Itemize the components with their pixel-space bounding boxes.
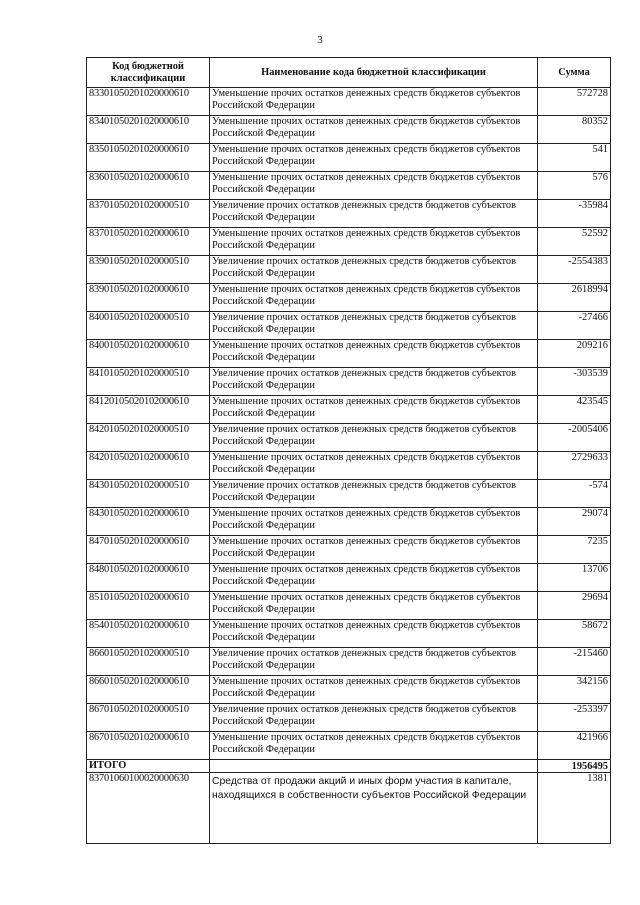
row-sum: -574 bbox=[538, 480, 611, 508]
row-name: Уменьшение прочих остатков денежных средств бюджетов субъектов Российской Федерации bbox=[210, 620, 538, 648]
row-name: Уменьшение прочих остатков денежных средств бюджетов субъектов Российской Федерации bbox=[210, 228, 538, 256]
row-sum: -253397 bbox=[538, 704, 611, 732]
table-row bbox=[87, 676, 611, 704]
row-code: 83701060100020000630 bbox=[87, 773, 210, 844]
row-code: 84101050201020000510 bbox=[87, 368, 210, 396]
table-row bbox=[87, 480, 611, 508]
table-row bbox=[87, 592, 611, 620]
row-code: 84201050201020000610 bbox=[87, 452, 210, 480]
row-sum: 29694 bbox=[538, 592, 611, 620]
row-name: Уменьшение прочих остатков денежных средств бюджетов субъектов Российской Федерации bbox=[210, 116, 538, 144]
row-name: Уменьшение прочих остатков денежных средств бюджетов субъектов Российской Федерации bbox=[210, 340, 538, 368]
row-sum: 2618994 bbox=[538, 284, 611, 312]
row-code: 83901050201020000610 bbox=[87, 284, 210, 312]
table-row bbox=[87, 452, 611, 480]
total-sum: 1956495 bbox=[538, 760, 611, 773]
header-code: Код бюджетной классификации bbox=[87, 58, 210, 88]
row-sum: 342156 bbox=[538, 676, 611, 704]
row-name: Уменьшение прочих остатков денежных средств бюджетов субъектов Российской Федерации bbox=[210, 564, 538, 592]
row-sum: -27466 bbox=[538, 312, 611, 340]
row-code: 83901050201020000510 bbox=[87, 256, 210, 284]
row-code: 86601050201020000610 bbox=[87, 676, 210, 704]
row-name: Уменьшение прочих остатков денежных средств бюджетов субъектов Российской Федерации bbox=[210, 536, 538, 564]
row-code: 84201050201020000510 bbox=[87, 424, 210, 452]
row-code: 84301050201020000510 bbox=[87, 480, 210, 508]
row-code: 83701050201020000510 bbox=[87, 200, 210, 228]
row-sum: 576 bbox=[538, 172, 611, 200]
row-code: 83601050201020000610 bbox=[87, 172, 210, 200]
row-name: Уменьшение прочих остатков денежных средств бюджетов субъектов Российской Федерации bbox=[210, 732, 538, 760]
row-code: 83301050201020000610 bbox=[87, 88, 210, 116]
row-sum: 1381 bbox=[538, 773, 611, 844]
row-sum: 52592 bbox=[538, 228, 611, 256]
table-row bbox=[87, 508, 611, 536]
table-row bbox=[87, 564, 611, 592]
total-empty-cell bbox=[210, 760, 538, 773]
row-name: Увеличение прочих остатков денежных средств бюджетов субъектов Российской Федерации bbox=[210, 368, 538, 396]
table-row bbox=[87, 284, 611, 312]
total-label: ИТОГО bbox=[87, 760, 210, 773]
row-name: Уменьшение прочих остатков денежных средств бюджетов субъектов Российской Федерации bbox=[210, 144, 538, 172]
header-sum: Сумма bbox=[538, 58, 611, 88]
table-row bbox=[87, 396, 611, 424]
row-code: 83501050201020000610 bbox=[87, 144, 210, 172]
row-name: Уменьшение прочих остатков денежных средств бюджетов субъектов Российской Федерации bbox=[210, 452, 538, 480]
row-code: 84001050201020000510 bbox=[87, 312, 210, 340]
table-body bbox=[87, 88, 611, 844]
row-name: Средства от продажи акций и иных форм участия в капитале, находящихся в собственности субъектов Российской Федерации bbox=[210, 773, 538, 844]
row-code: 84120105020102000610 bbox=[87, 396, 210, 424]
table-row bbox=[87, 312, 611, 340]
table-row bbox=[87, 172, 611, 200]
row-sum: -303539 bbox=[538, 368, 611, 396]
row-sum: -35984 bbox=[538, 200, 611, 228]
table-row bbox=[87, 228, 611, 256]
row-sum: 541 bbox=[538, 144, 611, 172]
row-sum: -2005406 bbox=[538, 424, 611, 452]
row-code: 86701050201020000610 bbox=[87, 732, 210, 760]
row-sum: 2729633 bbox=[538, 452, 611, 480]
row-sum: 58672 bbox=[538, 620, 611, 648]
row-name: Увеличение прочих остатков денежных средств бюджетов субъектов Российской Федерации bbox=[210, 200, 538, 228]
table-row bbox=[87, 144, 611, 172]
row-name: Уменьшение прочих остатков денежных средств бюджетов субъектов Российской Федерации bbox=[210, 676, 538, 704]
row-sum: -2554383 bbox=[538, 256, 611, 284]
row-sum: -215460 bbox=[538, 648, 611, 676]
row-name: Увеличение прочих остатков денежных средств бюджетов субъектов Российской Федерации bbox=[210, 704, 538, 732]
row-sum: 7235 bbox=[538, 536, 611, 564]
row-name: Увеличение прочих остатков денежных средств бюджетов субъектов Российской Федерации bbox=[210, 256, 538, 284]
total-row bbox=[87, 760, 611, 773]
table-header-row bbox=[87, 58, 611, 88]
row-sum: 423545 bbox=[538, 396, 611, 424]
table-row bbox=[87, 620, 611, 648]
table-row bbox=[87, 424, 611, 452]
table-row bbox=[87, 648, 611, 676]
row-sum: 421966 bbox=[538, 732, 611, 760]
row-code: 84701050201020000610 bbox=[87, 536, 210, 564]
row-code: 85401050201020000610 bbox=[87, 620, 210, 648]
table-row bbox=[87, 732, 611, 760]
row-name: Уменьшение прочих остатков денежных средств бюджетов субъектов Российской Федерации bbox=[210, 88, 538, 116]
row-sum: 13706 bbox=[538, 564, 611, 592]
header-name: Наименование кода бюджетной классификации bbox=[210, 58, 538, 88]
row-name: Уменьшение прочих остатков денежных средств бюджетов субъектов Российской Федерации bbox=[210, 284, 538, 312]
row-name: Уменьшение прочих остатков денежных средств бюджетов субъектов Российской Федерации bbox=[210, 592, 538, 620]
row-name: Уменьшение прочих остатков денежных средств бюджетов субъектов Российской Федерации bbox=[210, 508, 538, 536]
row-name: Увеличение прочих остатков денежных средств бюджетов субъектов Российской Федерации bbox=[210, 648, 538, 676]
row-code: 86601050201020000510 bbox=[87, 648, 210, 676]
budget-classification-table bbox=[86, 57, 611, 844]
table-row bbox=[87, 88, 611, 116]
row-sum: 572728 bbox=[538, 88, 611, 116]
table-row bbox=[87, 256, 611, 284]
table-row bbox=[87, 200, 611, 228]
row-code: 83701050201020000610 bbox=[87, 228, 210, 256]
row-code: 84301050201020000610 bbox=[87, 508, 210, 536]
row-sum: 29074 bbox=[538, 508, 611, 536]
table-row bbox=[87, 340, 611, 368]
row-code: 84801050201020000610 bbox=[87, 564, 210, 592]
row-name: Увеличение прочих остатков денежных средств бюджетов субъектов Российской Федерации bbox=[210, 312, 538, 340]
row-name: Увеличение прочих остатков денежных средств бюджетов субъектов Российской Федерации bbox=[210, 424, 538, 452]
row-code: 86701050201020000510 bbox=[87, 704, 210, 732]
row-sum: 209216 bbox=[538, 340, 611, 368]
table-row bbox=[87, 116, 611, 144]
table-row bbox=[87, 536, 611, 564]
row-name: Уменьшение прочих остатков денежных средств бюджетов субъектов Российской Федерации bbox=[210, 172, 538, 200]
page-number: 3 bbox=[317, 34, 323, 46]
row-name: Уменьшение прочих остатков денежных средств бюджетов субъектов Российской Федерации bbox=[210, 396, 538, 424]
row-code: 83401050201020000610 bbox=[87, 116, 210, 144]
table-row bbox=[87, 704, 611, 732]
row-code: 85101050201020000610 bbox=[87, 592, 210, 620]
row-code: 84001050201020000610 bbox=[87, 340, 210, 368]
row-sum: 80352 bbox=[538, 116, 611, 144]
table-row-securities bbox=[87, 773, 611, 844]
row-name: Увеличение прочих остатков денежных средств бюджетов субъектов Российской Федерации bbox=[210, 480, 538, 508]
table-row bbox=[87, 368, 611, 396]
